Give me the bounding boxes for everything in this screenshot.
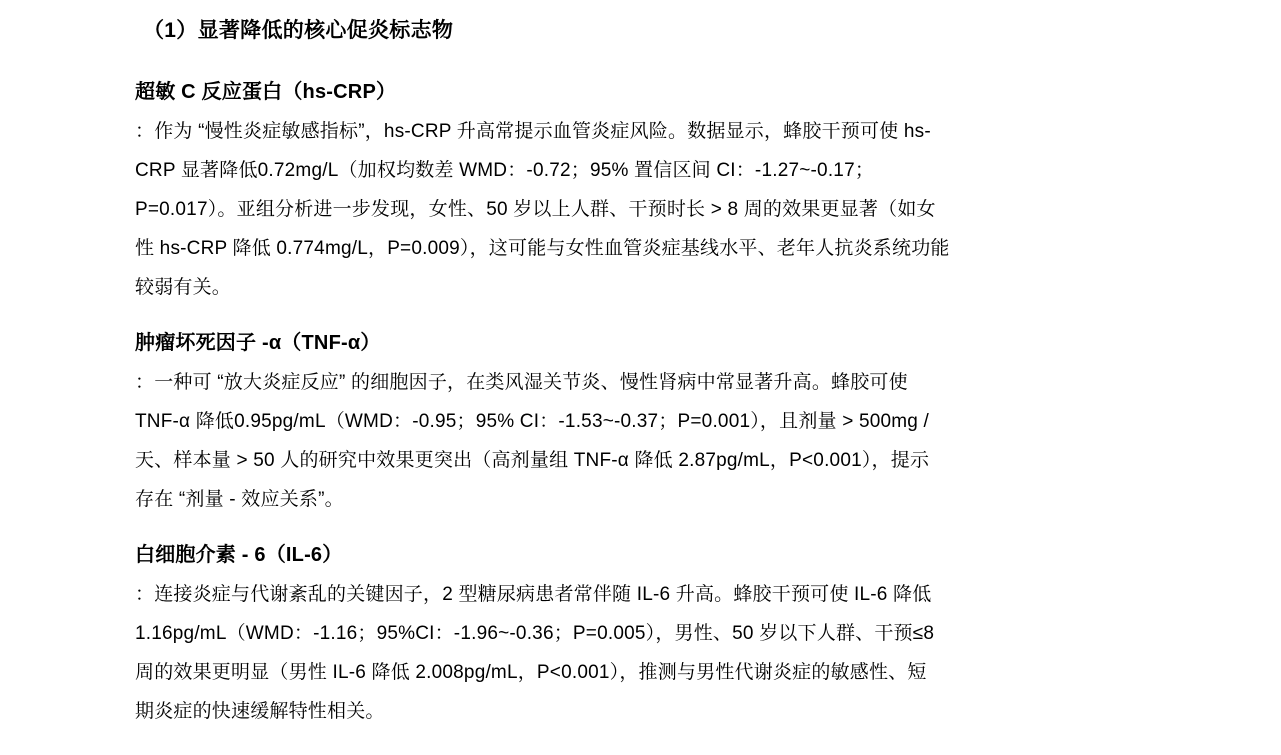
paragraph-line: 性 hs-CRP 降低 0.774mg/L，P=0.009），这可能与女性血管炎症基线水平、老年人抗炎系统功能 [135,238,950,259]
section-hs-crp [135,73,1195,307]
paragraph-line: ：连接炎症与代谢紊乱的关键因子，2 型糖尿病患者常伴随 IL-6 升高。蜂胶干预可使 IL-6 降低 [135,584,932,605]
paragraph-line: 天、样本量 > 50 人的研究中效果更突出（高剂量组 TNF-α 降低 2.87pg/mL，P<0.001），提示 [135,450,930,471]
section-il-6 [135,536,1195,731]
paragraph-line: CRP 显著降低0.72mg/L（加权均数差 WMD：-0.72；95% 置信区间 CI：-1.27~-0.17； [135,160,875,181]
paragraph-line: ：作为 “慢性炎症敏感指标”，hs-CRP 升高常提示血管炎症风险。数据显示，蜂胶干预可使 hs- [135,121,931,142]
heading-hs-crp: 超敏 C 反应蛋白（hs-CRP） [135,81,397,103]
paragraph-line: 存在 “剂量 - 效应关系”。 [135,489,344,510]
section-tnf-alpha [135,324,1195,519]
heading-il-6: 白细胞介素 - 6（IL-6） [135,544,343,566]
paragraph-line: 周的效果更明显（男性 IL-6 降低 2.008pg/mL，P<0.001），推测与男性代谢炎症的敏感性、短 [135,662,927,683]
paragraph-line: 期炎症的快速缓解特性相关。 [135,701,385,722]
paragraph-line: P=0.017）。亚组分析进一步发现，女性、50 岁以上人群、干预时长 > 8 周的效果更显著（如女 [135,199,936,220]
paragraph-line: ：一种可 “放大炎症反应” 的细胞因子，在类风湿关节炎、慢性肾病中常显著升高。蜂胶可使 [135,372,908,393]
paragraph-line: 较弱有关。 [135,277,232,298]
paragraph-line: 1.16pg/mL（WMD：-1.16；95%CI：-1.96~-0.36；P=0.005），男性、50 岁以下人群、干预≤8 [135,623,935,644]
page-title: （1）显著降低的核心促炎标志物 [143,19,454,42]
heading-tnf-alpha: 肿瘤坏死因子 -α（TNF-α） [135,332,381,354]
paragraph-line: TNF-α 降低0.95pg/mL（WMD：-0.95；95% CI：-1.53~-0.37；P=0.001），且剂量 > 500mg / [135,411,930,432]
document-content [135,11,1195,748]
